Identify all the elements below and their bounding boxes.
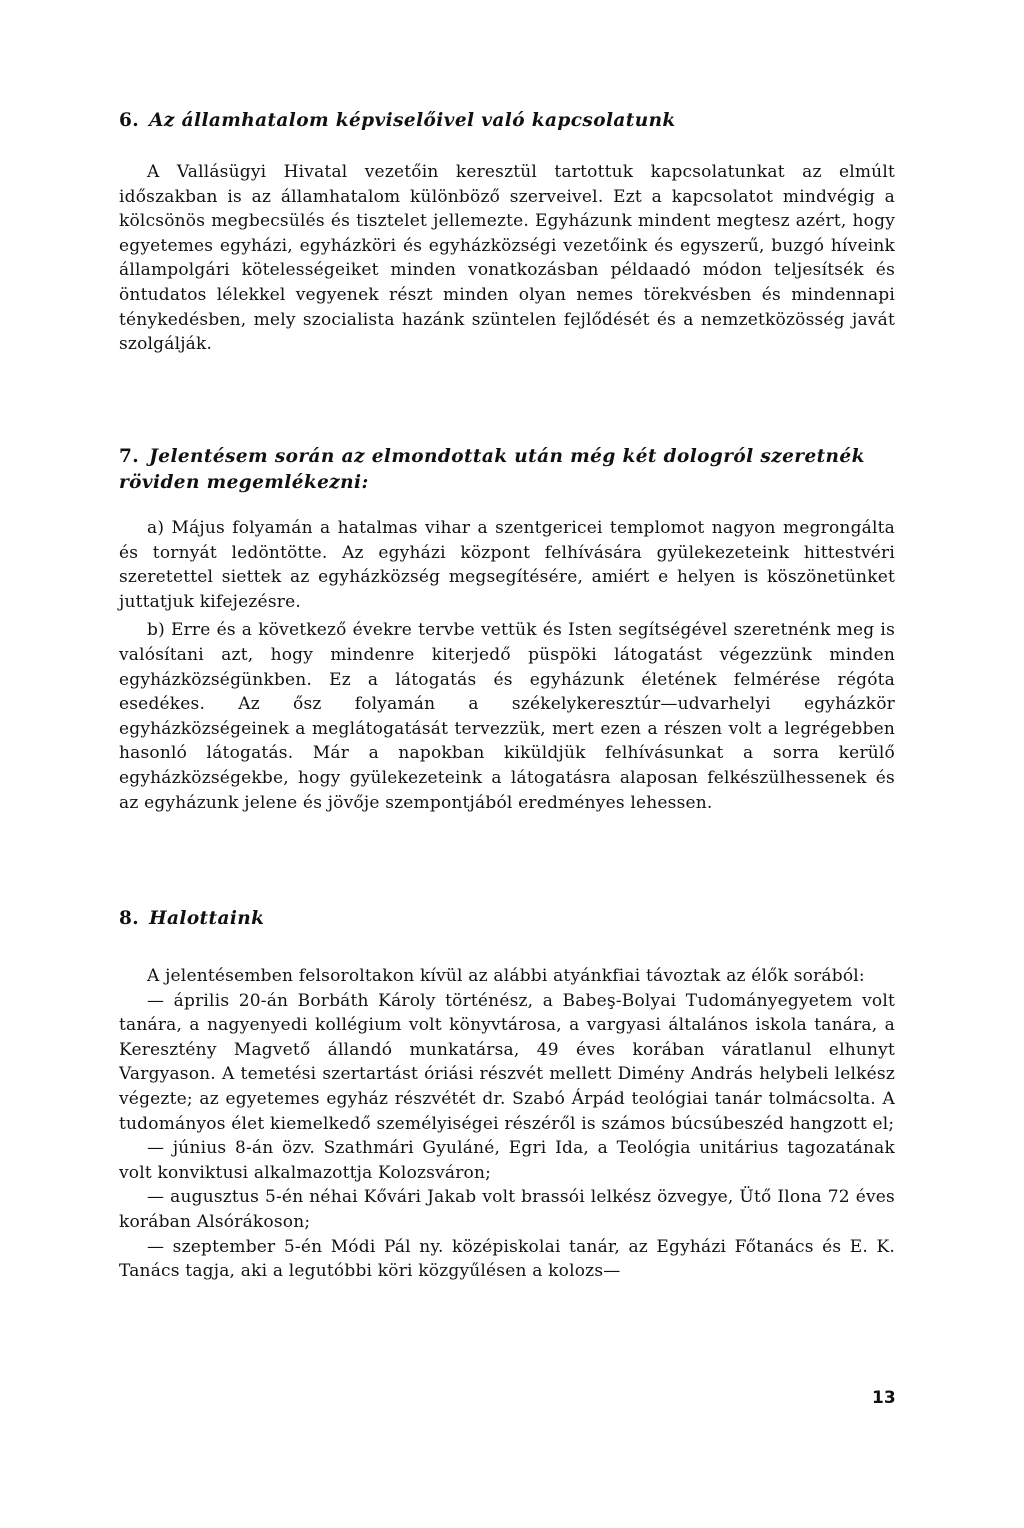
section-8-intro: A jelentésemben felsoroltakon kívül az alábbi atyánkfiai távoztak az élők sorából: [147,966,865,986]
section-7-number: 7. [119,446,140,467]
section-7-item-a: a) Május folyamán a hatalmas vihar a szentgericei templomot nagyon megrongálta és tornyát ledöntötte. Az egyházi központ felhívására gyülekezeteink hittestvéri szeretettel siettek az egyházközség megsegítésére, amiért e helyen is köszönetünket juttatjuk kifejezésre. [119,518,895,612]
page-number: 13 [872,1388,896,1408]
section-8-body [119,964,895,1284]
section-7-heading [119,444,895,496]
deaths-list [119,989,895,1284]
section-6-heading [119,108,895,134]
list-item: — április 20-án Borbáth Károly történész, a Babeş-Bolyai Tudományegyetem volt tanára, a nagyenyedi kollégium volt könyvtárosa, a vargyasi általános iskola tanára, a Keresztény Magvető állandó munkatársa, 49 éves korában váratlanul elhunyt Vargyason. A temetési szertartást óriási részvét mellett Dimény András helybeli lelkész végezte; az egyetemes egyház részvétét dr. Szabó Árpád teológiai tanár tolmácsolta. A tudományos élet kiemelkedő személyiségei részéről is számos búcsúbeszéd hangzott el; [119,990,895,1134]
list-item: — augusztus 5-én néhai Kővári Jakab volt brassói lelkész özvegye, Ütő Ilona 72 éves korában Alsórákoson; [119,1187,895,1232]
list-item: — szeptember 5-én Módi Pál ny. középiskolai tanár, az Egyházi Főtanács és E. K. Tanács tagja, aki a legutóbbi köri közgyűlésen a kolozs— [119,1236,895,1282]
section-8-title: Halottaink [149,908,265,929]
section-7-title: Jelentésem során az elmondottak után még két dologról szeretnék röviden megemlékezni: [119,446,865,493]
section-6-body [119,160,895,357]
list-item: — június 8-án özv. Szathmári Gyuláné, Egri Ida, a Teológia unitárius tagozatának volt konviktusi alkalmazottja Kolozsváron; [119,1138,895,1183]
section-7-body [119,516,895,815]
section-8-number: 8. [119,908,140,929]
section-7-item-b: b) Erre és a következő évekre tervbe vettük és Isten segítségével szeretnénk meg is valósítani azt, hogy mindenre kiterjedő püspöki látogatást végezzünk minden egyházközségünkben. Ez a látogatás és egyházunk életének felmérése régóta esedékes. Az ősz folyamán a székelykeresztúr—udvarhelyi egyházkör egyházközségeinek a meglátogatását tervezzük, mert ezen a részen volt a legrégebben hasonló látogatás. Már a napokban kiküldjük felhívásunkat a sorra kerülő egyházközségekbe, hogy gyülekezeteink a látogatásra alaposan felkészülhessenek és az egyházunk jelene és jövője szempontjából eredményes lehessen. [119,620,895,813]
section-8-heading [119,906,895,932]
section-6-title: Az államhatalom képviselőivel való kapcsolatunk [149,110,676,131]
section-6-paragraph: A Vallásügyi Hivatal vezetőin keresztül tartottuk kapcsolatunkat az elmúlt időszakban is az államhatalom különböző szerveivel. Ezt a kapcsolatot mindvégig a kölcsönös megbecsülés és tisztelet jellemezte. Egyházunk mindent megtesz azért, hogy egyetemes egyházi, egyházköri és egyházközségi vezetőink és egyszerű, buzgó híveink állampolgári kötelességeiket minden vonatkozásban példaadó módon teljesítsék és öntudatos lélekkel vegyenek részt minden olyan nemes törekvésben és mindennapi ténykedésben, mely szocialista hazánk szüntelen fejlődését és a nemzetközösség javát szolgálják. [119,162,895,355]
section-6-number: 6. [119,110,140,131]
